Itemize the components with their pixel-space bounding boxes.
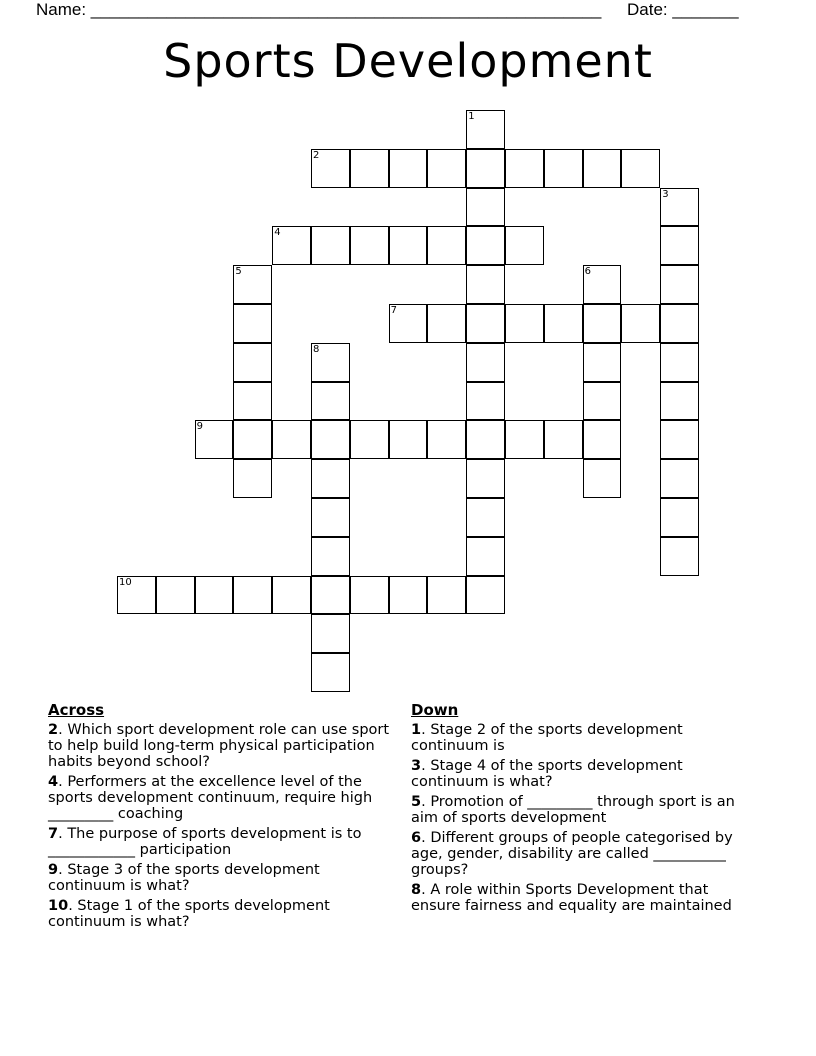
grid-cell[interactable] [583,265,622,304]
grid-cell[interactable] [660,498,699,537]
grid-cell[interactable] [466,304,505,343]
name-field[interactable]: Name: ______________________________________________________ [36,0,602,19]
clue-text: A role within Sports Development that ensure fairness and equality are maintained [411,882,732,914]
grid-cell[interactable] [389,304,428,343]
grid-cell[interactable] [621,304,660,343]
clue-down-6: 6. Different groups of people categorised by age, gender, disability are called __________ groups? [411,830,733,878]
grid-cell[interactable] [311,149,350,188]
grid-cell[interactable] [660,537,699,576]
grid-cell[interactable] [233,343,272,382]
down-clues [411,702,761,918]
grid-cell[interactable] [350,420,389,459]
grid-cell[interactable] [621,149,660,188]
grid-cell[interactable] [117,576,156,615]
grid-cell[interactable] [466,149,505,188]
grid-cell[interactable] [389,149,428,188]
grid-cell[interactable] [505,149,544,188]
clue-number: 8 [411,882,422,898]
clue-number: 2 [48,722,59,738]
clue-across-7: 7. The purpose of sports development is to ____________ participation [48,826,362,858]
grid-cell[interactable] [272,226,311,265]
grid-cell[interactable] [583,343,622,382]
grid-cell[interactable] [156,576,195,615]
grid-cell[interactable] [660,382,699,421]
clue-number-label: 6 [584,266,591,278]
grid-cell[interactable] [466,188,505,227]
page-title: Sports Development [163,34,653,88]
grid-cell[interactable] [544,420,583,459]
clue-number-label: 9 [196,421,203,433]
grid-cell[interactable] [427,576,466,615]
grid-cell[interactable] [660,459,699,498]
clue-number-label: 2 [313,149,320,161]
grid-cell[interactable] [311,614,350,653]
grid-cell[interactable] [311,576,350,615]
clue-text: Stage 4 of the sports development continuum is what? [411,758,683,790]
clue-down-3: 3. Stage 4 of the sports development continuum is what? [411,758,683,790]
grid-cell[interactable] [466,576,505,615]
grid-cell[interactable] [350,226,389,265]
grid-cell[interactable] [233,265,272,304]
clue-down-1: 1. Stage 2 of the sports development continuum is [411,722,683,754]
grid-cell[interactable] [427,304,466,343]
grid-cell[interactable] [466,420,505,459]
clue-text: The purpose of sports development is to ____________ participation [48,826,362,858]
clue-text: Stage 1 of the sports development continuum is what? [48,898,330,930]
grid-cell[interactable] [505,226,544,265]
grid-cell[interactable] [544,304,583,343]
clue-across-2: 2. Which sport development role can use sport to help build long-term physical participation habits beyond school? [48,722,390,770]
grid-cell[interactable] [466,265,505,304]
clue-text: Performers at the excellence level of the sports development continuum, require high _________ coaching [48,774,373,822]
clue-text: Stage 2 of the sports development continuum is [411,722,683,754]
across-clues [48,702,398,934]
grid-cell[interactable] [311,420,350,459]
clue-number: 7 [48,826,59,842]
grid-cell[interactable] [427,149,466,188]
clue-number: 3 [411,758,422,774]
clue-down-8: 8. A role within Sports Development that ensure fairness and equality are maintained [411,882,732,914]
clue-number-label: 10 [119,576,132,588]
grid-cell[interactable] [389,226,428,265]
clue-number: 6 [411,830,422,846]
grid-cell[interactable] [660,188,699,227]
grid-cell[interactable] [233,304,272,343]
grid-cell[interactable] [466,110,505,149]
grid-cell[interactable] [466,498,505,537]
grid-cell[interactable] [195,576,234,615]
clue-number-label: 3 [662,188,669,200]
grid-cell[interactable] [233,382,272,421]
clue-number: 10 [48,898,69,914]
clue-across-10: 10. Stage 1 of the sports development continuum is what? [48,898,330,930]
grid-cell[interactable] [660,226,699,265]
grid-cell[interactable] [660,420,699,459]
grid-cell[interactable] [466,226,505,265]
grid-cell[interactable] [389,576,428,615]
grid-cell[interactable] [660,304,699,343]
clue-number: 9 [48,862,59,878]
grid-cell[interactable] [466,537,505,576]
grid-cell[interactable] [350,576,389,615]
clue-across-9: 9. Stage 3 of the sports development continuum is what? [48,862,320,894]
clue-number-label: 7 [390,305,397,316]
clue-text: Promotion of _________ through sport is an aim of sports development [411,794,735,826]
grid-cell[interactable] [311,343,350,382]
grid-cell[interactable] [466,382,505,421]
grid-cell[interactable] [583,420,622,459]
grid-cell[interactable] [583,304,622,343]
grid-cell[interactable] [272,576,311,615]
grid-cell[interactable] [427,420,466,459]
grid-cell[interactable] [233,420,272,459]
across-heading: Across [48,701,105,719]
date-field[interactable]: Date: _______ [627,0,739,19]
grid-cell[interactable] [505,420,544,459]
grid-cell[interactable] [311,498,350,537]
down-heading: Down [411,701,459,719]
grid-cell[interactable] [350,149,389,188]
grid-cell[interactable] [583,382,622,421]
grid-cell[interactable] [583,459,622,498]
grid-cell[interactable] [233,459,272,498]
grid-cell[interactable] [311,382,350,421]
clue-number-label: 8 [313,343,320,355]
grid-cell[interactable] [660,343,699,382]
clue-number: 1 [411,722,422,738]
clue-text: Which sport development role can use sport to help build long-term physical participation habits beyond school? [48,722,390,770]
grid-cell[interactable] [272,420,311,459]
clue-number: 4 [48,774,59,790]
grid-cell[interactable] [233,576,272,615]
clue-text: Stage 3 of the sports development continuum is what? [48,862,320,894]
grid-cell[interactable] [427,226,466,265]
grid-cell[interactable] [195,420,234,459]
grid-cell[interactable] [389,420,428,459]
grid-cell[interactable] [466,459,505,498]
grid-cell[interactable] [544,149,583,188]
grid-cell[interactable] [311,459,350,498]
grid-cell[interactable] [505,304,544,343]
clue-number-label: 4 [274,227,281,239]
clue-number: 5 [411,794,422,810]
clue-down-5: 5. Promotion of _________ through sport is an aim of sports development [411,794,735,826]
grid-cell[interactable] [660,265,699,304]
grid-cell[interactable] [311,653,350,692]
clue-number-label: 1 [468,111,475,122]
clue-number-label: 5 [235,266,242,278]
clue-text: Different groups of people categorised by age, gender, disability are called __________ groups? [411,830,733,878]
clue-across-4: 4. Performers at the excellence level of the sports development continuum, require high _________ coaching [48,774,373,822]
grid-cell[interactable] [583,149,622,188]
grid-cell[interactable] [311,537,350,576]
grid-cell[interactable] [311,226,350,265]
grid-cell[interactable] [466,343,505,382]
